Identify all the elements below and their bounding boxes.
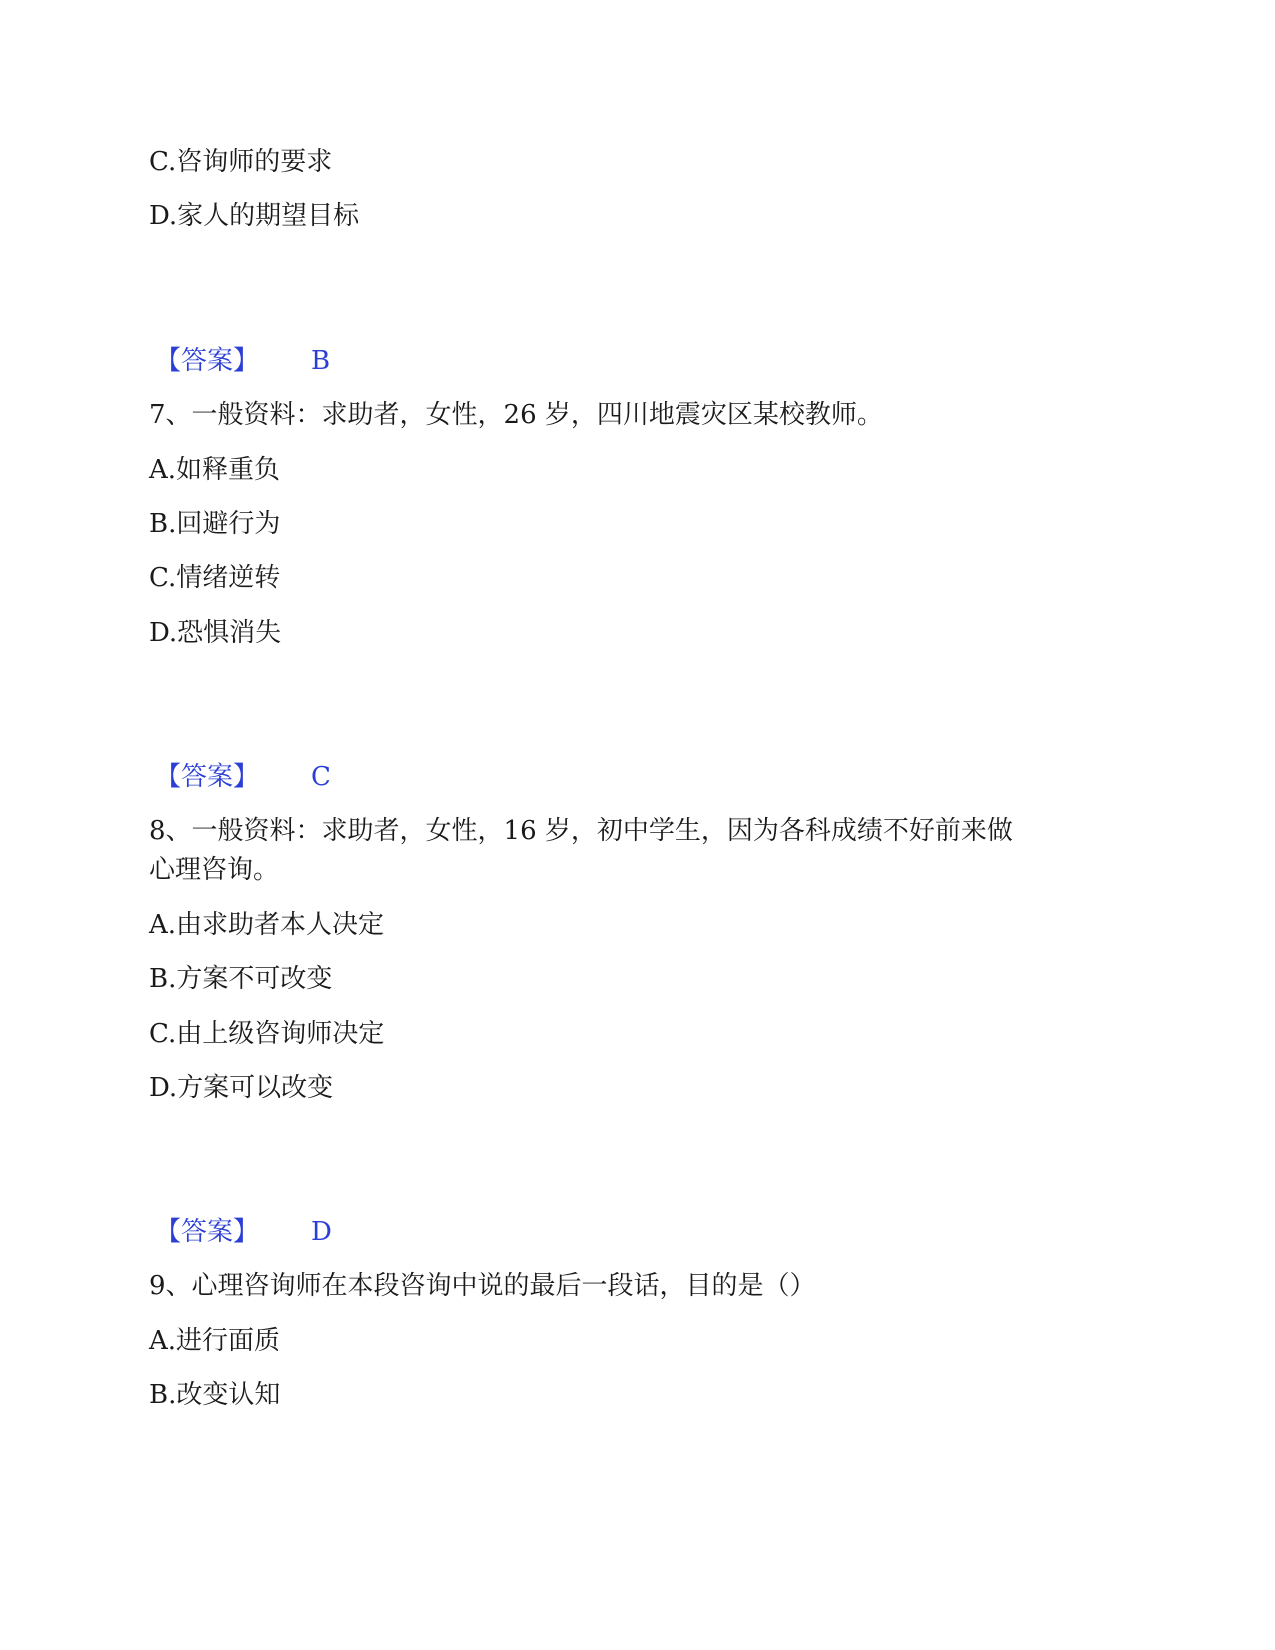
q7-answer <box>155 760 331 794</box>
q8-question-line1: 8、一般资料：求助者，女性，16 岁，初中学生，因为各科成绩不好前来做 <box>149 816 1013 846</box>
q6-option-c: C.咨询师的要求 <box>149 147 333 177</box>
answer-value: B <box>311 346 331 376</box>
q7-option-d: D.恐惧消失 <box>149 618 282 648</box>
q8-option-d: D.方案可以改变 <box>149 1073 334 1103</box>
q8-option-b: B.方案不可改变 <box>149 964 333 994</box>
q7-option-c: C.情绪逆转 <box>149 563 281 593</box>
answer-value: C <box>311 762 331 792</box>
q8-option-a: A.由求助者本人决定 <box>149 910 385 940</box>
answer-label: 【答案】 <box>155 1217 260 1247</box>
q8-question-line2: 心理咨询。 <box>149 855 280 885</box>
q9-option-a: A.进行面质 <box>149 1326 281 1356</box>
q9-option-b: B.改变认知 <box>149 1380 281 1410</box>
q6-option-d: D.家人的期望目标 <box>149 201 360 231</box>
q7-question: 7、一般资料：求助者，女性，26 岁，四川地震灾区某校教师。 <box>149 400 883 430</box>
q9-question: 9、心理咨询师在本段咨询中说的最后一段话，目的是（） <box>149 1271 816 1301</box>
answer-label: 【答案】 <box>155 762 260 792</box>
answer-value: D <box>311 1217 332 1247</box>
q8-answer <box>155 1215 332 1249</box>
q7-option-a: A.如释重负 <box>149 455 281 485</box>
q7-option-b: B.回避行为 <box>149 509 281 539</box>
q8-option-c: C.由上级咨询师决定 <box>149 1019 385 1049</box>
q6-answer <box>155 344 330 378</box>
answer-label: 【答案】 <box>155 346 260 376</box>
